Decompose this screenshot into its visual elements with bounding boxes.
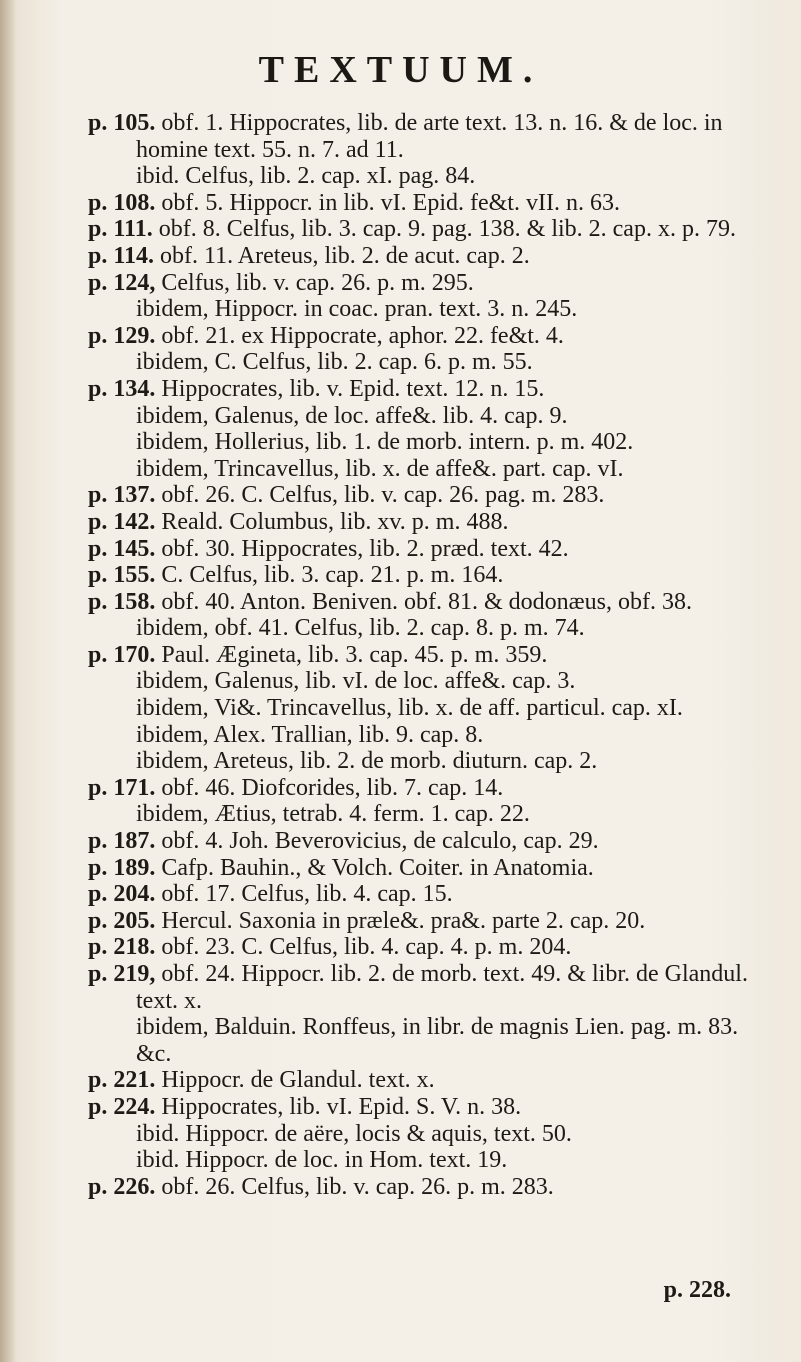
entry-text: Cafp. Bauhin., & Volch. Coiter. in Anatomia. bbox=[161, 854, 594, 881]
citation-entry bbox=[88, 296, 768, 323]
entry-text: ibidem, Alex. Trallian, lib. 9. cap. 8. bbox=[136, 721, 484, 748]
citation-entry bbox=[88, 961, 768, 1014]
entry-page-ref: p. 187. bbox=[88, 828, 156, 855]
entry-text: obf. 26. C. Celfus, lib. v. cap. 26. pag. m. 283. bbox=[161, 482, 605, 509]
entry-text: Celfus, lib. v. cap. 26. p. m. 295. bbox=[161, 269, 474, 296]
entry-page-ref: p. 142. bbox=[88, 508, 156, 535]
citation-entry bbox=[88, 934, 768, 961]
entry-page-ref: p. 226. bbox=[88, 1173, 156, 1200]
citation-entry bbox=[88, 881, 768, 908]
citation-entry bbox=[88, 163, 768, 190]
entry-page-ref: p. 218. bbox=[88, 934, 156, 961]
entry-text: C. Celfus, lib. 3. cap. 21. p. m. 164. bbox=[161, 562, 504, 589]
citation-entry bbox=[88, 349, 768, 376]
catchword: p. 228. bbox=[663, 1277, 731, 1303]
entry-text: ibidem, Vi&. Trincavellus, lib. x. de aff. particul. cap. xI. bbox=[136, 695, 683, 722]
entry-page-ref: p. 205. bbox=[88, 907, 156, 934]
citation-entry bbox=[88, 323, 768, 350]
entry-text: ibidem, Ætius, tetrab. 4. ferm. 1. cap. 22. bbox=[136, 801, 530, 828]
entry-page-ref: p. 189. bbox=[88, 854, 156, 881]
citation-entry bbox=[88, 562, 768, 589]
entry-text: obf. 1. Hippocrates, lib. de arte text. 13. n. 16. & de loc. in homine text. 55. n. 7. ad 11. bbox=[136, 110, 723, 163]
entry-text: ibidem, Galenus, de loc. affe&. lib. 4. cap. 9. bbox=[136, 402, 568, 429]
citation-entry bbox=[88, 1067, 768, 1094]
citation-entry bbox=[88, 722, 768, 749]
entry-text: obf. 30. Hippocrates, lib. 2. præd. text. 42. bbox=[161, 535, 569, 562]
entry-page-ref: p. 137. bbox=[88, 482, 156, 509]
entry-text: Hippocrates, lib. v. Epid. text. 12. n. 15. bbox=[161, 375, 545, 402]
citation-entry bbox=[88, 1121, 768, 1148]
citation-entry bbox=[88, 243, 768, 270]
citation-entry bbox=[88, 190, 768, 217]
page-spine-shadow bbox=[0, 0, 16, 1362]
entry-text: obf. 5. Hippocr. in lib. vI. Epid. fe&t. vII. n. 63. bbox=[161, 189, 620, 216]
citation-entry bbox=[88, 216, 768, 243]
page-heading: TEXTUUM. bbox=[258, 49, 543, 91]
entry-page-ref: p. 171. bbox=[88, 774, 156, 801]
citation-entry bbox=[88, 668, 768, 695]
entry-page-ref: p. 111. bbox=[88, 216, 153, 243]
entry-text: ibidem, Hollerius, lib. 1. de morb. intern. p. m. 402. bbox=[136, 429, 634, 456]
entry-text: obf. 26. Celfus, lib. v. cap. 26. p. m. 283. bbox=[161, 1173, 554, 1200]
citation-entry bbox=[88, 1174, 768, 1201]
entry-text: obf. 4. Joh. Beverovicius, de calculo, cap. 29. bbox=[161, 828, 599, 855]
entry-text: ibidem, C. Celfus, lib. 2. cap. 6. p. m. 55. bbox=[136, 349, 533, 376]
entry-text: ibidem, Balduin. Ronffeus, in libr. de magnis Lien. pag. m. 83. &c. bbox=[136, 1014, 739, 1067]
citation-entry bbox=[88, 1094, 768, 1121]
entry-text: obf. 46. Diofcorides, lib. 7. cap. 14. bbox=[161, 774, 504, 801]
entry-page-ref: p. 204. bbox=[88, 881, 156, 908]
citation-entry bbox=[88, 589, 768, 616]
entry-text: ibid. Hippocr. de aëre, locis & aquis, text. 50. bbox=[136, 1120, 572, 1147]
citation-entry bbox=[88, 615, 768, 642]
citation-entry bbox=[88, 482, 768, 509]
entry-text: ibidem, Hippocr. in coac. pran. text. 3. n. 245. bbox=[136, 296, 578, 323]
citation-entry bbox=[88, 270, 768, 297]
citation-entry bbox=[88, 695, 768, 722]
entry-text: ibid. Hippocr. de loc. in Hom. text. 19. bbox=[136, 1147, 508, 1174]
citation-entry bbox=[88, 429, 768, 456]
citation-entry bbox=[88, 403, 768, 430]
citation-entry bbox=[88, 376, 768, 403]
citation-entry bbox=[88, 828, 768, 855]
entry-text: obf. 24. Hippocr. lib. 2. de morb. text. 49. & libr. de Glandul. text. x. bbox=[136, 961, 748, 1014]
entry-page-ref: p. 105. bbox=[88, 110, 156, 136]
entry-page-ref: p. 114. bbox=[88, 242, 155, 269]
citation-entry bbox=[88, 110, 768, 163]
citation-entry bbox=[88, 456, 768, 483]
entry-text: ibidem, Galenus, lib. vI. de loc. affe&. cap. 3. bbox=[136, 668, 576, 695]
citation-entry bbox=[88, 1014, 768, 1067]
entry-text: ibid. Celfus, lib. 2. cap. xI. pag. 84. bbox=[136, 163, 476, 190]
citation-entry bbox=[88, 1147, 768, 1174]
entry-page-ref: p. 155. bbox=[88, 562, 156, 589]
entry-text: obf. 21. ex Hippocrate, aphor. 22. fe&t. 4. bbox=[161, 322, 564, 349]
citation-list bbox=[88, 110, 768, 1200]
entry-page-ref: p. 158. bbox=[88, 588, 156, 615]
entry-page-ref: p. 221. bbox=[88, 1067, 156, 1094]
entry-page-ref: p. 124, bbox=[88, 269, 156, 296]
entry-page-ref: p. 219, bbox=[88, 961, 156, 987]
entry-page-ref: p. 129. bbox=[88, 322, 156, 349]
entry-text: Paul. Ægineta, lib. 3. cap. 45. p. m. 359. bbox=[161, 641, 548, 668]
entry-text: Hippocrates, lib. vI. Epid. S. V. n. 38. bbox=[161, 1093, 522, 1120]
citation-entry bbox=[88, 908, 768, 935]
citation-entry bbox=[88, 748, 768, 775]
entry-text: ibidem, obf. 41. Celfus, lib. 2. cap. 8. p. m. 74. bbox=[136, 615, 585, 642]
entry-text: obf. 17. Celfus, lib. 4. cap. 15. bbox=[161, 881, 453, 908]
entry-text: Reald. Columbus, lib. xv. p. m. 488. bbox=[161, 508, 509, 535]
entry-page-ref: p. 108. bbox=[88, 189, 156, 216]
citation-entry bbox=[88, 855, 768, 882]
entry-text: ibidem, Areteus, lib. 2. de morb. diuturn. cap. 2. bbox=[136, 748, 598, 775]
entry-page-ref: p. 170. bbox=[88, 641, 156, 668]
citation-entry bbox=[88, 642, 768, 669]
citation-entry bbox=[88, 801, 768, 828]
entry-text: ibidem, Trincavellus, lib. x. de affe&. part. cap. vI. bbox=[136, 455, 624, 482]
entry-text: obf. 11. Areteus, lib. 2. de acut. cap. 2. bbox=[160, 242, 530, 269]
entry-text: obf. 40. Anton. Beniven. obf. 81. & dodonæus, obf. 38. bbox=[161, 588, 693, 615]
entry-text: Hercul. Saxonia in præle&. pra&. parte 2. cap. 20. bbox=[161, 907, 646, 934]
entry-page-ref: p. 145. bbox=[88, 535, 156, 562]
citation-entry bbox=[88, 775, 768, 802]
citation-entry bbox=[88, 509, 768, 536]
entry-text: Hippocr. de Glandul. text. x. bbox=[161, 1067, 435, 1094]
entry-page-ref: p. 134. bbox=[88, 375, 156, 402]
citation-entry bbox=[88, 536, 768, 563]
entry-page-ref: p. 224. bbox=[88, 1093, 156, 1120]
entry-text: obf. 23. C. Celfus, lib. 4. cap. 4. p. m. 204. bbox=[161, 934, 572, 961]
entry-text: obf. 8. Celfus, lib. 3. cap. 9. pag. 138. & lib. 2. cap. x. p. 79. bbox=[158, 216, 736, 243]
